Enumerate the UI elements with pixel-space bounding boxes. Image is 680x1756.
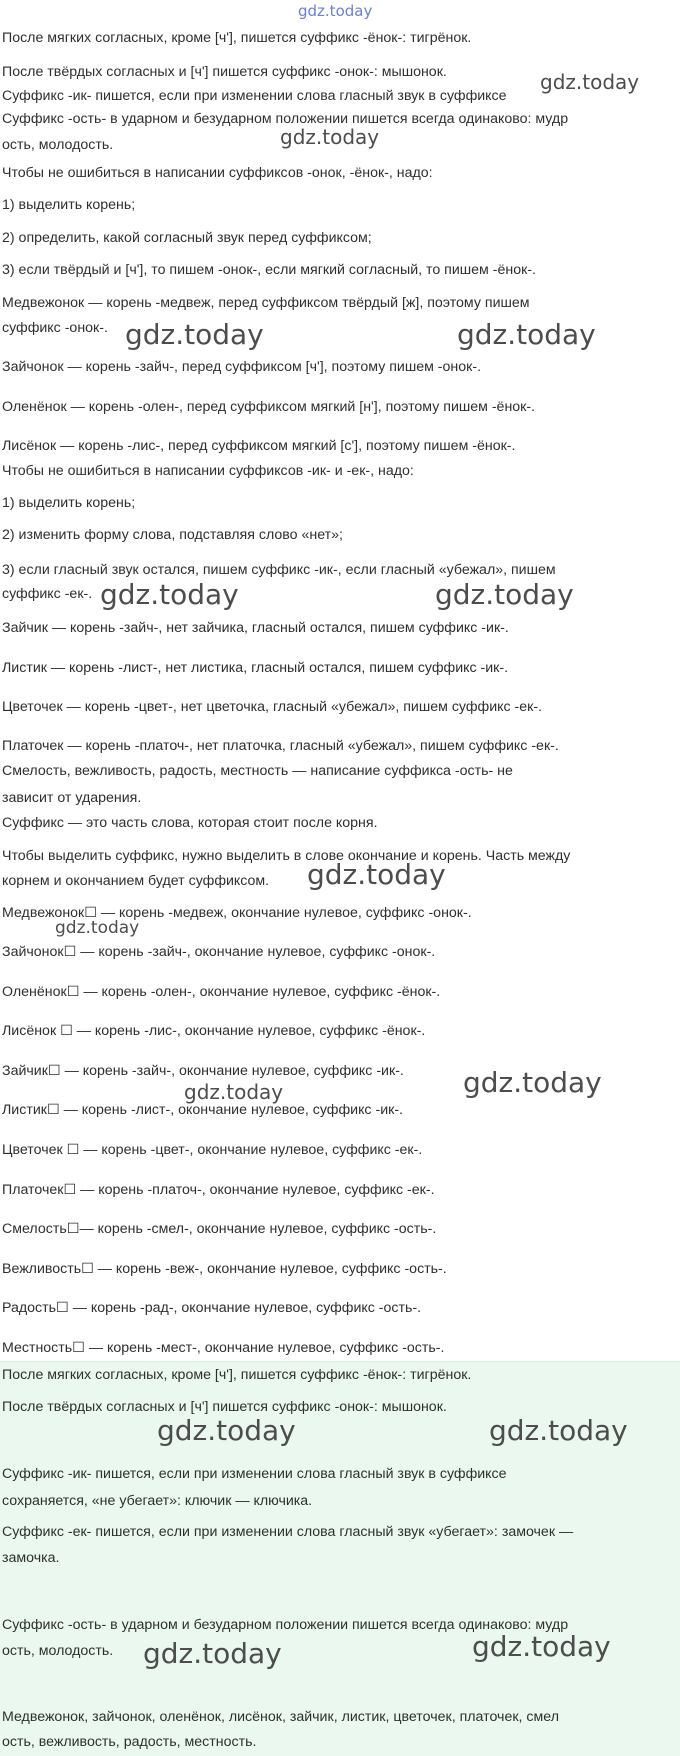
text-line: 1) выделить корень; — [2, 197, 136, 213]
answer-line: Медвежонок, зайчонок, оленёнок, лисёнок, зайчик, листик, цветочек, платочек, смел — [2, 1709, 559, 1725]
answer-line: ость, молодость. — [2, 1643, 114, 1659]
text-line: 2) определить, какой согласный звук перед суффиксом; — [2, 230, 372, 246]
text-line: зависит от ударения. — [2, 790, 142, 806]
watermark: gdz.today — [184, 1080, 284, 1104]
watermark: gdz.today — [298, 2, 373, 20]
text-line: Платочек — корень -платоч-, нет платочка, гласный «убежал», пишем суффикс -ек-. — [2, 738, 559, 754]
text-line: Радость☐ — корень -рад-, окончание нулевое, суффикс -ость-. — [2, 1300, 422, 1316]
text-line: Чтобы не ошибиться в написании суффиксов -онок, -ёнок-, надо: — [2, 165, 433, 181]
watermark: gdz.today — [435, 578, 574, 611]
text-line: Цветочек ☐ — корень -цвет-, окончание нулевое, суффикс -ек-. — [2, 1142, 423, 1158]
text-line: корнем и окончанием будет суффиксом. — [2, 873, 270, 889]
text-line: Зайчонок☐ — корень -зайч-, окончание нулевое, суффикс -онок-. — [2, 944, 436, 960]
watermark: gdz.today — [157, 1414, 296, 1447]
text-line: Суффикс -ость- в ударном и безударном положении пишется всегда одинаково: мудр — [2, 111, 569, 127]
answer-line: сохраняется, «не убегает»: ключик — ключика. — [2, 1493, 313, 1509]
text-line: Зайчик☐ — корень -зайч-, окончание нулевое, суффикс -ик-. — [2, 1063, 404, 1079]
watermark: gdz.today — [125, 318, 264, 351]
text-line: ость, молодость. — [2, 137, 114, 153]
watermark: gdz.today — [457, 318, 596, 351]
text-line: Смелость☐— корень -смел-, окончание нулевое, суффикс -ость-. — [2, 1221, 437, 1237]
text-line: 1) выделить корень; — [2, 495, 136, 511]
text-line: Смелость, вежливость, радость, местность — написание суффикса -ость- не — [2, 763, 513, 779]
text-line: Листик — корень -лист-, нет листика, гласный остался, пишем суффикс -ик-. — [2, 660, 509, 676]
text-line: Суффикс — это часть слова, которая стоит после корня. — [2, 815, 378, 831]
watermark: gdz.today — [489, 1414, 628, 1447]
answer-line: ость, вежливость, радость, местность. — [2, 1734, 257, 1750]
text-line: Лисёнок — корень -лис-, перед суффиксом мягкий [с'], поэтому пишем -ёнок-. — [2, 438, 516, 454]
text-line: 3) если гласный звук остался, пишем суффикс -ик-, если гласный «убежал», пишем — [2, 562, 556, 578]
answer-line: Суффикс -ик- пишется, если при изменении слова гласный звук в суффиксе — [2, 1466, 507, 1482]
text-line: После мягких согласных, кроме [ч'], пишется суффикс -ёнок-: тигрёнок. — [2, 30, 472, 46]
watermark: gdz.today — [100, 578, 239, 611]
text-line: 2) изменить форму слова, подставляя слово «нет»; — [2, 527, 343, 543]
answer-line: После твёрдых согласных и [ч'] пишется суффикс -онок-: мышонок. — [2, 1399, 447, 1415]
text-line: Цветочек — корень -цвет-, нет цветочка, гласный «убежал», пишем суффикс -ек-. — [2, 699, 543, 715]
watermark: gdz.today — [463, 1066, 602, 1099]
watermark: gdz.today — [280, 125, 380, 149]
text-line: Чтобы выделить суффикс, нужно выделить в слове окончание и корень. Часть между — [2, 848, 571, 864]
answer-line: Суффикс -ек- пишется, если при изменении слова гласный звук «убегает»: замочек — — [2, 1524, 574, 1540]
text-line: После твёрдых согласных и [ч'] пишется суффикс -онок-: мышонок. — [2, 64, 447, 80]
text-line: Листик☐ — корень -лист-, окончание нулевое, суффикс -ик-. — [2, 1102, 403, 1118]
text-line: Местность☐ — корень -мест-, окончание нулевое, суффикс -ость-. — [2, 1340, 445, 1356]
text-line: Вежливость☐ — корень -веж-, окончание нулевое, суффикс -ость-. — [2, 1261, 447, 1277]
text-line: Медвежонок☐ — корень -медвеж, окончание нулевое, суффикс -онок-. — [2, 905, 472, 921]
text-line: Оленёнок — корень -олен-, перед суффиксом мягкий [н'], поэтому пишем -ёнок-. — [2, 399, 536, 415]
text-line: Зайчонок — корень -зайч-, перед суффиксом [ч'], поэтому пишем -онок-. — [2, 359, 482, 375]
text-line: Зайчик — корень -зайч-, нет зайчика, гласный остался, пишем суффикс -ик-. — [2, 620, 509, 636]
answer-line: замочка. — [2, 1550, 60, 1566]
text-line: суффикс -ек-. — [2, 586, 93, 602]
text-line: Лисёнок ☐ — корень -лис-, окончание нулевое, суффикс -ёнок-. — [2, 1023, 426, 1039]
text-line: 3) если твёрдый и [ч'], то пишем -онок-, если мягкий согласный, то пишем -ёнок-. — [2, 262, 536, 278]
text-line: Чтобы не ошибиться в написании суффиксов -ик- и -ек-, надо: — [2, 463, 414, 479]
text-line: Платочек☐ — корень -платоч-, окончание нулевое, суффикс -ек-. — [2, 1182, 435, 1198]
watermark: gdz.today — [55, 918, 140, 938]
answer-line: Суффикс -ость- в ударном и безударном положении пишется всегда одинаково: мудр — [2, 1617, 569, 1633]
answer-line: После мягких согласных, кроме [ч'], пишется суффикс -ёнок-: тигрёнок. — [2, 1367, 472, 1383]
watermark: gdz.today — [472, 1630, 611, 1663]
text-line: Суффикс -ик- пишется, если при изменении слова гласный звук в суффиксе — [2, 88, 507, 104]
watermark: gdz.today — [540, 70, 640, 94]
watermark: gdz.today — [307, 858, 446, 891]
watermark: gdz.today — [143, 1637, 282, 1670]
text-line: Медвежонок — корень -медвеж, перед суффиксом твёрдый [ж], поэтому пишем — [2, 295, 530, 311]
text-line: суффикс -онок-. — [2, 320, 108, 336]
text-line: Оленёнок☐ — корень -олен-, окончание нулевое, суффикс -ёнок-. — [2, 984, 441, 1000]
